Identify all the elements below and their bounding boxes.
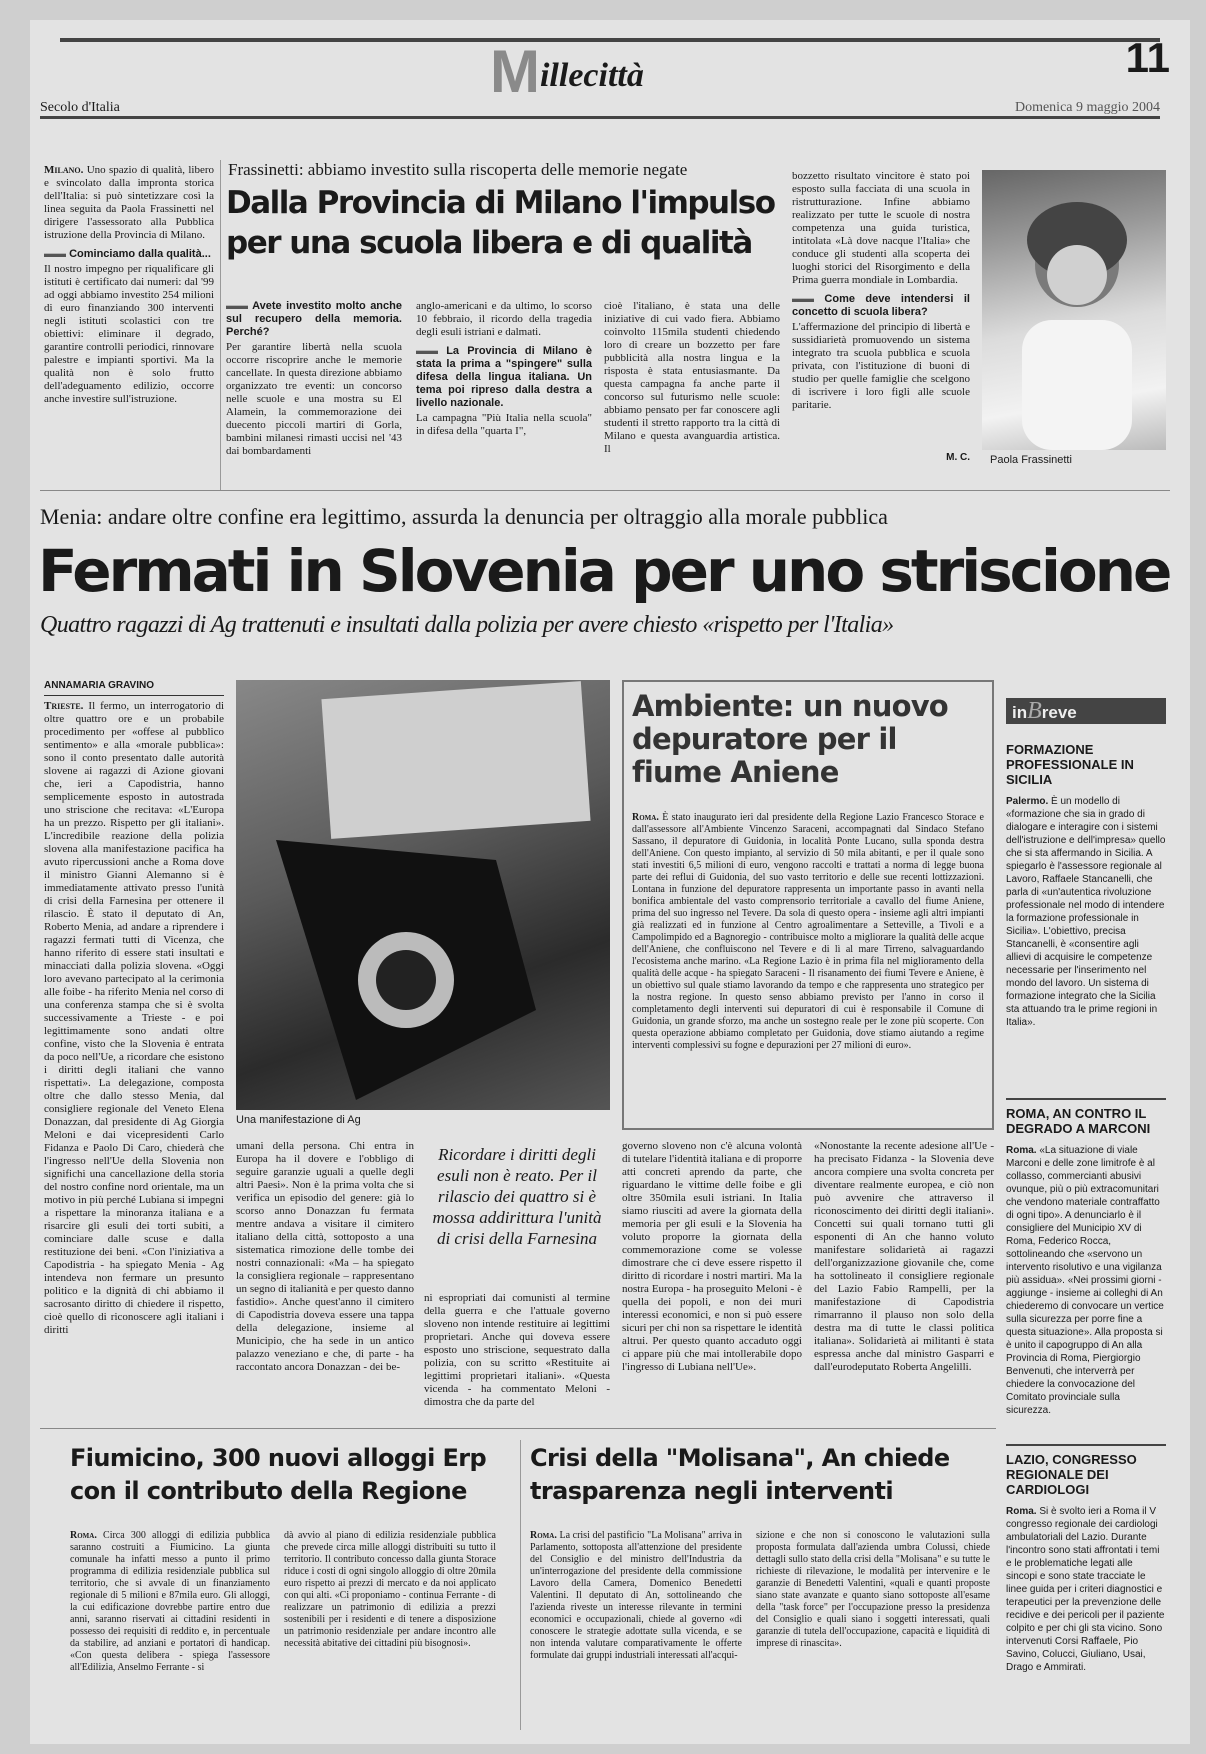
col-divider: [220, 160, 221, 490]
frassinetti-photo: [982, 170, 1166, 450]
main-story-lead-in: Trieste.: [44, 700, 84, 712]
newspaper-page: [30, 20, 1190, 1744]
molisana-lead-in: Roma.: [530, 1530, 557, 1541]
in-breve-rest: reve: [1041, 703, 1077, 722]
top-story-col4: [604, 300, 780, 490]
main-story-col3: [424, 1292, 610, 1408]
masthead-rule: [40, 116, 1160, 119]
main-story-col5-text: «Nonostante la recente adesione all'Ue - ha precisato Fidanza - la Slovenia deve ancora compiere una svolta concreta per diventare realmente europea, e ciò non può avvenire che attraverso il riconoscimento dei diritti degli italiani». Concetti sui quali tornano tutti gli esponenti di An che hanno voluto manifestare solidarietà ai ragazzi dell'organizzazione giovanile che, come ha sottolineato il consigliere regionale del Lazio Fabio Rampelli, per la manifestazione di Capodistria rimarranno il plauso non solo della destra ma di tutte le classi politica italiana». Solidarietà ai militanti è stata espressa anche dal ministro Gasparri e dall'eurodeputato Roberta Angelilli.: [814, 1140, 994, 1373]
top-story-col1: [44, 164, 214, 494]
top-story-col2: [226, 300, 402, 490]
ambiente-lead-in: Roma.: [632, 812, 659, 823]
in-breve-item-text: È un modello di «formazione che sia in grado di dialogare e interagire con i sistemi dell'istruzione e dell'impresa» quello che si sta affermando in Sicilia. A spiegarlo è l'assessore regionale al Lavoro, Raffaele Stancanelli, che parla di «un'autentica rivoluzione professionale nel modo di intendere la formazione professionale in Sicilia». L'obiettivo, precisa Stancanelli, è «consentire agli allievi di acquisire le competenze necessarie per l'inserimento nel mondo del lavoro. Un sistema di formazione integrato che la Sicilia sta attuando tra le prime regioni in Italia».: [1006, 796, 1166, 1028]
main-story-col5: [814, 1140, 994, 1373]
ambiente-headline: Ambiente: un nuovo depuratore per il fiume Aniene: [632, 689, 948, 789]
in-breve-item-title: ROMA, AN CONTRO IL DEGRADO A MARCONI: [1006, 1106, 1151, 1136]
fiumicino-lead-in: Roma.: [70, 1530, 97, 1541]
molisana-col2: [756, 1530, 990, 1730]
in-breve-initial: B: [1027, 698, 1042, 724]
in-breve-item-lead-in: Roma.: [1006, 1506, 1037, 1517]
top-story-a1: Il nostro impegno per riqualificare gli istituti è certificato dai numeri: dal '99 ad oggi abbiamo investito 254 milioni di euro finanziando 300 interventi negli istituti scolastici con tre obiettivi: eliminare il degrado, garantire controlli periodici, rinnovare palestre e impianti sportivi. Ma la qualità non è solo frutto dell'adeguamento edilizio, occorre anche investire sull'istruzione.: [44, 263, 214, 405]
top-story-kicker: Frassinetti: abbiamo investito sulla riscoperta delle memorie negate: [228, 160, 688, 179]
in-breve-rule: [1006, 1098, 1166, 1100]
molisana-headline: Crisi della "Molisana", An chiede trasparenza negli interventi: [530, 1444, 950, 1505]
main-story-byline: ANNAMARIA GRAVINO: [44, 680, 224, 696]
top-story-col3: [416, 300, 592, 490]
frassinetti-photo-caption: Paola Frassinetti: [990, 454, 1072, 466]
top-story-col5a: bozzetto risultato vincitore è stato poi esposto sulla facciata di una scuola in ristrutturazione. Infine abbiamo realizzato per tutte le scuole di nostra competenza una guida turistica, intitolata «Là dove nacque l'Italia» che conduce gli studenti alla scoperta dei luoghi storici del Risorgimento e della Prima guerra mondiale in Lombardia.: [792, 170, 970, 286]
top-story-a2: Per garantire libertà nella scuola occorre riscoprire anche le memorie cancellate. In questa direzione abbiamo organizzato tre eventi: un concorso nelle scuole e una mostra su El Alamein, la commemorazione dei duecento piccoli martiri di Gorla, bambini milanesi rimasti uccisi nel '43 dai bombardamenti: [226, 341, 402, 457]
top-story-headline-line1: Dalla Provincia di Milano l'impulso: [226, 185, 775, 221]
in-breve-item-lead-in: Roma.: [1006, 1145, 1037, 1156]
top-story-q1: ▬▬ Cominciamo dalla qualità...: [44, 248, 214, 261]
col-divider: [520, 1440, 521, 1730]
fiumicino-col1: [70, 1530, 270, 1730]
in-breve-item-3: [1006, 1452, 1166, 1732]
in-breve-item-text: Si è svolto ieri a Roma il V congresso regionale dei cardiologi ambulatoriali del Lazio. Durante l'incontro sono stati affrontati i temi e le problematiche legati alle sincopi e sono state tracciate le linee guida per i criteri diagnostici e terapeutici per la prevenzione delle recidive e dei pericoli per il paziente colpito e per chi gli sta vicino. Sono intervenuti Corsi Raffaele, Pio Savino, Colucci, Giuliano, Usai, Drago e Ammirati.: [1006, 1506, 1165, 1673]
main-story-col1-text: Il fermo, un interrogatorio di oltre quattro ore e un probabile procedimento per «offese al pubblico sentimento» e alla «morale pubblica»: sono il conto presentato dalle autorità slovene ai ragazzi di Azione giovani che, ieri a Capodistria, hanno semplicemente esposto in autostrada uno striscione che recitava: «L'Europa ha un prezzo. Rispetto per gli italiani». L'incredibile reazione della polizia slovena alla manifestazione pacifica ha avuto ripercussioni anche a Roma dove il ministro Gianni Alemanno si è immediatamente attivato presso l'unità di crisi della Farnesina per ottenere il rilascio. È stato il deputato di An, Roberto Menia, ad andare a riprendere i ragazzi fermati tutti di Vicenza, che hanno riferito di essere stati insultati e minacciati dalla polizia slovena. «Oggi loro avevano partecipato al la cerimonia alle foibe - ha riferito Menia nel corso di una conferenza stampa che si è svolta successivamente a Trieste - e poi legittimamente sono andati oltre confine, visto che la Slovenia è entrata da poco nell'Ue, a ricordare che esistono i diritti degli italiani che vanno rispettati». La delegazione, composta oltre che dallo stesso Menia, dal consigliere regionale del Veneto Elena Donazzan, dal presidente di Ag Giorgia Meloni e dai vicepresidenti Carlo Fidanza e Paolo Di Caro, chiederà che l'ingresso nell'Ue della Slovenia non significhi una cancellazione della storia del nostro confine nord orientale, ma un motivo in più perché Lubiana si impegni a rispettare la minoranza italiana e a risarcire gli esuli dei torti subiti, a cominciare dalle scuse e dalla restituzione dei beni. «Con l'iniziativa a Capodistria - ha spiegato Menia - Ag intendeva non fermare un presunto politico e la dignità di chi abbiamo il sacrosanto diritto di chiedere il rispetto, cioè quello di riconoscere agli italiani i diritti: [44, 700, 224, 1336]
main-story-col4: [622, 1140, 802, 1373]
section-title-rest: illecittà: [539, 57, 644, 94]
fiumicino-col2: [284, 1530, 496, 1730]
top-rule: [60, 38, 1160, 42]
main-story-col3-text: ni espropriati dai comunisti al termine della guerra e che l'attuale governo sloveno non intende restituire ai legittimi proprietari. Anche qui doveva essere esposto uno striscione, sequestrato dalla polizia, con su scritto «Restituite ai legittimi proprietari italiani». «Questa vicenda - ha commentato Meloni - dimostra che da parte del: [424, 1292, 610, 1408]
in-breve-rule: [1006, 1444, 1166, 1446]
ag-demonstration-photo: [236, 680, 610, 1110]
in-breve-item-title: LAZIO, CONGRESSO REGIONALE DEI CARDIOLOGI: [1006, 1452, 1137, 1497]
main-story-col1: [44, 700, 224, 1368]
top-story-a3: La campagna "Più Italia nella scuola" in difesa della "quarta I",: [416, 412, 592, 437]
top-story-q4: ▬▬ Come deve intendersi il concetto di scuola libera?: [792, 293, 970, 319]
main-story-subhead: Quattro ragazzi di Ag trattenuti e insultati dalla polizia per avere chiesto «rispetto per l'Italia»: [40, 612, 894, 638]
issue-date: Domenica 9 maggio 2004: [1014, 100, 1160, 115]
portrait-silhouette-icon: [982, 170, 1166, 450]
main-story-col2: [236, 1140, 414, 1373]
ambiente-text: È stato inaugurato ieri dal presidente della Regione Lazio Francesco Storace e dall'assessore all'Ambiente Vincenzo Saraceni, accompagnati dal Sindaco Stefano Sassano, il depuratore di Guidonia, in località Ponte Lucano, sulla sponda destra dell'Aniene. Con questo impianto, al servizio di 50 mila abitanti, e per il quale sono stati investiti 6,5 milioni di euro, vengono raccolti e trattati a norma di legge buona parte dei reflui di Guidonia, del suo vasto territorio e delle sue recenti lottizzazioni. Lontana in funzione del depuratore rappresenta un importante passo in avanti nella bonifica ambientale del vasto comprensorio territoriale a cavallo del fiume Aniene, prima del suo ingresso nel Tevere. Da sola di questo opera - insieme agli altri impianti già realizzati ed in funzione al Centro agroalimentare a Setteville, a Tivoli e a Campolimpido ed a Bagnoregio - contribuisce molto a migliorare la qualità delle acque dell'Aniene, che confluiscono nel Tevere e di lì al mare Tirreno, salvaguardando l'ecosistema anche marino. «La Regione Lazio è in prima fila nel miglioramento della qualità delle acque - ha spiegato Saraceni - Il risanamento dei fiumi Tevere e Aniene, è un obiettivo sul quale stiamo lavorando da tempo e che rappresenta uno strategico per la nostra regione. In questo senso abbiamo previsto per l'anno in corso il completamento degli interventi sui depuratori di cui è responsabile il Comune di Guidonia, un grande sforzo, ma anche un sostegno reale per le zone più scoperte. Con questa operazione abbiamo completato per Guidonia, dove stiamo aiutando a regime interventi complessivi su fogne e depurazioni per 27 milioni di euro».: [632, 812, 984, 1051]
fiumicino-col1-text: Circa 300 alloggi di edilizia pubblica saranno costruiti a Fiumicino. La giunta comunale ha infatti messo a punto il primo programma di edilizia residenziale pubblica sul territorio, che si avvale di un finanziamento regionale di 5 milioni e 87mila euro. Gli alloggi, la cui edificazione dovrebbe partire entro due anni, saranno riservati ai cittadini residenti in possesso dei requisiti di reddito e, in percentuale da stabilire, ad anziani e portatori di handicap. «Con questa delibera - spiega l'assessore all'Edilizia, Anselmo Ferrante - si: [70, 1530, 270, 1673]
top-story-lead-in: Milano.: [44, 164, 84, 176]
ambiente-body: [632, 812, 984, 1052]
flag-banner-icon: [236, 680, 610, 1110]
molisana-col1: [530, 1530, 742, 1730]
top-story-col5: [792, 170, 970, 470]
pull-quote: Ricordare i diritti degli esuli non è reato. Per il rilascio dei quattro si è mossa addirittura l'unità di crisi della Farnesina: [432, 1145, 602, 1248]
page-number: 11: [1125, 34, 1170, 81]
in-breve-item-title: FORMAZIONE PROFESSIONALE IN SICILIA: [1006, 742, 1134, 787]
ag-photo-caption: Una manifestazione di Ag: [236, 1114, 361, 1126]
section-rule-2: [40, 1428, 996, 1429]
in-breve-header: [1006, 698, 1166, 724]
in-breve-item-2: [1006, 1106, 1166, 1432]
top-story-q2: ▬▬ Avete investito molto anche sul recupero della memoria. Perché?: [226, 300, 402, 339]
main-story-col4-text: governo sloveno non c'è alcuna volontà di tutelare l'identità italiana e di proporre atti concreti aprendo da parte, che riguardano le vittime delle foibe e gli oltre 350mila esuli istriani. In Italia siamo riusciti ad avere la giornata della memoria per gli esuli e la Slovenia ha voluto proporre la giornata della commemorazione come se volesse dimostrare che ci deve essere rispetto il diritto di ricordare i nostri martiri. Ma la nostra Europa - ha proseguito Meloni - è quella dei popoli, e non dei muri interessi economici, e non si può essere sicuri per chi non sa rispettare le identità altrui. Per questo quanto accaduto oggi ci appare più che mai intollerabile dopo l'ingresso di Lubiana nell'Ue».: [622, 1140, 802, 1373]
section-rule-1: [40, 490, 1170, 491]
section-title-initial: M: [490, 38, 540, 105]
top-story-a4: L'affermazione del principio di libertà e sussidiarietà promuovendo un sistema integrato tra scuola pubblica e scuola privata, con l'istituzione di buoni di studio per quelle famiglie che scelgono di iscrivere i loro figli alle scuole paritarie.: [792, 321, 970, 411]
in-breve-item-body: [1006, 1144, 1166, 1417]
top-story-headline-line2: per una scuola libera e di qualità: [226, 225, 752, 261]
paper-name: Secolo d'Italia: [40, 100, 120, 115]
top-story-col3a: anglo-americani e da ultimo, lo scorso 10 febbraio, il ricordo della tragedia degli esuli istriani e dalmati.: [416, 300, 592, 338]
in-breve-item-text: «La situazione di viale Marconi e delle zone limitrofe è al collasso, commercianti abusivi ovunque, più o più extracomunitari che vendono materiale contraffatto di ogni tipo». A denunciarlo è il consigliere del Municipio XV di Roma, Federico Rocca, sottolineando che «servono un intervento risolutivo e una vigilanza più assidua». «Nei prossimi giorni - aggiunge - insieme ai colleghi di An chiederemo di convocare un vertice sulla sicurezza per porre fine a questa situazione». Alla proposta si è unito il capogruppo di An alla Provincia di Roma, Piergiorgio Benvenuti, che interverrà per chiedere la convocazione del Comitato provinciale sulla sicurezza.: [1006, 1145, 1164, 1416]
top-story-signature: M. C.: [946, 452, 970, 463]
in-breve-prefix: in: [1012, 703, 1028, 722]
molisana-col1-text: La crisi del pastificio "La Molisana" arriva in Parlamento, sottoposta all'attenzione del presidente del Consiglio e del ministro dell'Industria da un'interrogazione del presidente della commissione Lavoro della Camera, Domenico Benedetti Valentini. Il deputato di An, sottolineando che l'azienda riveste un interesse rilevante in termini economici e occupazionali, chiede al governo «di conoscere le strategie adottate sulla vicenda, e se non intenda valutare comparativamente le offerte formulate dai gruppi industriali interessati all'acqui-: [530, 1530, 743, 1661]
top-story-intro: Uno spazio di qualità, libero e svincolato dalla impronta storica dell'Italia: si può sintetizzare così la linea seguita da Paola Frassinetti nel dirigere l'assessorato alla Pubblica istruzione della Provincia di Milano.: [44, 164, 214, 241]
section-title: [490, 38, 790, 105]
ambiente-box: [622, 680, 994, 1130]
in-breve-item-lead-in: Palermo.: [1006, 796, 1049, 807]
in-breve-item-1: [1006, 742, 1166, 1094]
fiumicino-headline: Fiumicino, 300 nuovi alloggi Erp con il contributo della Regione: [70, 1444, 487, 1505]
main-story-headline: Fermati in Slovenia per uno striscione: [38, 537, 1170, 605]
in-breve-item-body: [1006, 1505, 1166, 1674]
main-story-kicker: Menia: andare oltre confine era legittimo, assurda la denuncia per oltraggio alla morale pubblica: [40, 504, 888, 529]
in-breve-item-body: [1006, 795, 1166, 1029]
top-story-q3: ▬▬ La Provincia di Milano è stata la prima a "spingere" sulla difesa della lingua italiana. Un tema poi ripreso dalla destra a livello nazionale.: [416, 345, 592, 410]
fiumicino-col2-text: dà avvio al piano di edilizia residenziale pubblica che prevede circa mille alloggi distribuiti su tutto il territorio. Il contributo concesso dalla giunta Storace riduce i costi di ogni singolo alloggio di oltre 20mila euro rispetto ai prezzi di mercato e da noi applicato con qui alti. «Ci proponiamo - continua Ferrante - di realizzare un patrimonio di edilizia a prezzi sostenibili per i residenti e di tenere a disposizione un patrimonio residenziale per andare incontro alle necessità abitative dei cittadini più bisognosi».: [284, 1530, 496, 1649]
molisana-col2-text: sizione e che non si conoscono le valutazioni sulla proposta formulata dall'azienda umbra Colussi, chiede dettagli sullo stato della crisi della "Molisana" e su tutte le richieste di rilevazione, le modalità per intervenire e le garanzie di Benedetti Valentini, «quali e quanti proposte siano state avanzate e quanto siano sottoposte all'esame della "task force" per l'occupazione presso la presidenza del Consiglio e quali siano i soggetti interessati, quali garanzie di tutela dell'occupazione, capacità e liquidità di imprese di rinascita».: [756, 1530, 990, 1649]
main-story-col2-text: umani della persona. Chi entra in Europa ha il dovere e l'obbligo di seguire garanzie uguali a quelle degli altri Paesi». Non è la prima volta che si verifica un episodio del genere: già lo scorso anno Donazzan fu fermata mentre andava a visitare il cimitero italiano della città, sottoposto a una sistematica rimozione delle tombe dei nostri connazionali: «Ma – ha spiegato la consigliera regionale – rappresentano un segno di italianità e per questo danno fastidio». Anche quest'anno il cimitero di Capodistria doveva essere una tappa della delegazione, insieme al Municipio, che ha sede in un antico palazzo veneziano e che, di parte - ha raccontato ancora Donazzan - dei be-: [236, 1140, 414, 1373]
top-story-col4-text: cioè l'italiano, è stata una delle iniziative di cui vado fiera. Abbiamo coinvolto 115mila studenti chiedendo loro di creare un bozzetto per fare pubblicità alla nostra lingua e la risposta è stata entusiasmante. Da questa campagna fa anche parte il concorso sul futurismo nelle scuole: abbiamo pensato per far conoscere agli studenti il stretto rapporto tra la città di Milano e questa avanguardia artistica. Il: [604, 300, 780, 455]
